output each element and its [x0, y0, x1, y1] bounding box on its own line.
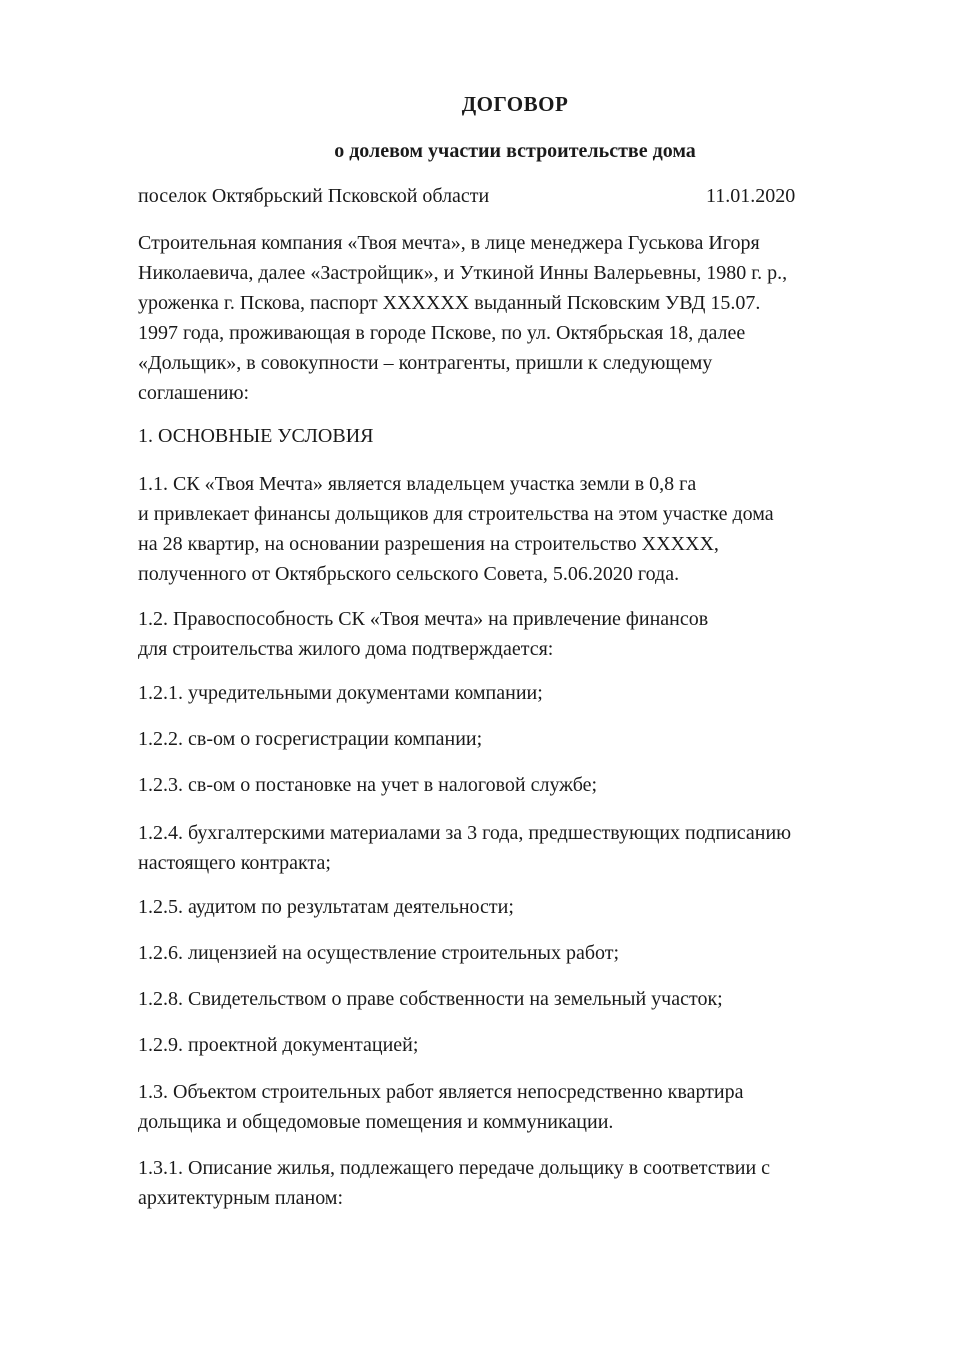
intro-paragraph: [138, 228, 898, 408]
text-line: «Дольщик», в совокупности – контрагенты, пришли к следующему: [138, 352, 713, 374]
text-line: соглашению:: [138, 382, 250, 404]
document-title: ДОГОВОР: [461, 92, 569, 116]
document-subtitle: о долевом участии встроительстве дома: [334, 140, 696, 162]
contract-date: 11.01.2020: [706, 185, 796, 207]
clause-1-2: [138, 604, 898, 664]
text-line: Николаевича, далее «Застройщик», и Уткиной Инны Валерьевны, 1980 г. р.,: [138, 262, 788, 284]
text-line: настоящего контракта;: [138, 852, 331, 874]
text-line: на 28 квартир, на основании разрешения на строительство XXXXX,: [138, 533, 719, 555]
text-line: Строительная компания «Твоя мечта», в лице менеджера Гуськова Игоря: [138, 232, 760, 254]
text-line: 1.2.4. бухгалтерскими материалами за 3 года, предшествующих подписанию: [138, 822, 792, 844]
clause-1-1: [138, 469, 898, 589]
text-line: архитектурным планом:: [138, 1187, 344, 1209]
clause-1-2-9: 1.2.9. проектной документацией;: [138, 1034, 419, 1056]
text-line: для строительства жилого дома подтверждается:: [138, 638, 554, 660]
section-heading: 1. ОСНОВНЫЕ УСЛОВИЯ: [138, 425, 374, 447]
clause-1-2-3: 1.2.3. св-ом о постановке на учет в налоговой службе;: [138, 774, 598, 796]
clause-1-2-6: 1.2.6. лицензией на осуществление строительных работ;: [138, 942, 620, 964]
text-line: уроженка г. Пскова, паспорт XXXXXX выданный Псковским УВД 15.07.: [138, 292, 761, 314]
contract-place: поселок Октябрьский Псковской области: [138, 185, 490, 207]
clause-1-3: [138, 1077, 898, 1137]
text-line: 1.3.1. Описание жилья, подлежащего передаче дольщику в соответствии с: [138, 1157, 771, 1179]
clause-1-2-4: [138, 818, 898, 878]
clause-1-2-2: 1.2.2. св-ом о госрегистрации компании;: [138, 728, 483, 750]
clause-1-2-5: 1.2.5. аудитом по результатам деятельности;: [138, 896, 514, 918]
text-line: 1.1. СК «Твоя Мечта» является владельцем участка земли в 0,8 га: [138, 473, 697, 495]
text-line: полученного от Октябрьского сельского Совета, 5.06.2020 года.: [138, 563, 680, 585]
text-line: 1.2. Правоспособность СК «Твоя мечта» на привлечение финансов: [138, 608, 709, 630]
text-line: дольщика и общедомовые помещения и коммуникации.: [138, 1111, 614, 1133]
place-date-line: [138, 185, 828, 208]
text-line: 1997 года, проживающая в городе Пскове, по ул. Октябрьская 18, далее: [138, 322, 746, 344]
clause-1-3-1: [138, 1153, 898, 1213]
text-line: и привлекает финансы дольщиков для строительства на этом участке дома: [138, 503, 774, 525]
text-line: 1.3. Объектом строительных работ является непосредственно квартира: [138, 1081, 744, 1103]
clause-1-2-8: 1.2.8. Свидетельством о праве собственности на земельный участок;: [138, 988, 723, 1010]
clause-1-2-1: 1.2.1. учредительными документами компании;: [138, 682, 543, 704]
